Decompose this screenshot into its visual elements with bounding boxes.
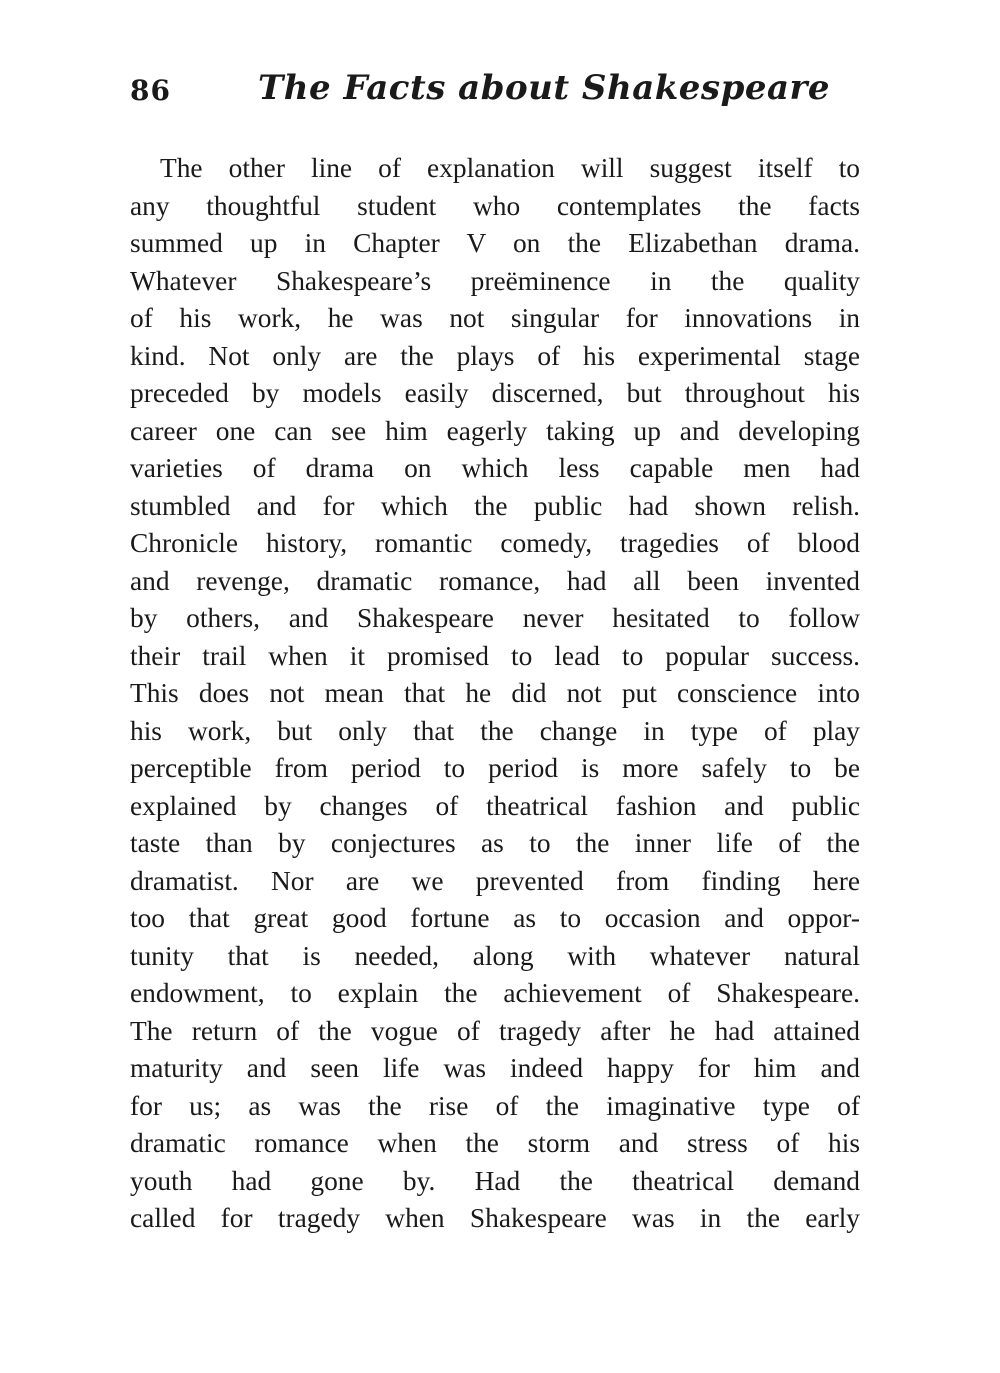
text-line: any thoughtful student who contemplates the facts: [130, 190, 860, 221]
text-line: taste than by conjectures as to the inner life of the: [130, 828, 860, 858]
text-line: dramatic romance when the storm and stress of his: [130, 1128, 860, 1158]
body-paragraph: [130, 150, 860, 1238]
text-line: stumbled and for which the public had shown relish.: [130, 490, 860, 521]
text-line: maturity and seen life was indeed happy for him and: [130, 1053, 860, 1083]
text-line: perceptible from period to period is more safely to be: [130, 753, 860, 783]
text-line: Chronicle history, romantic comedy, tragedies of blood: [130, 528, 860, 558]
text-line: too that great good fortune as to occasion and oppor-: [130, 903, 860, 933]
page-number: 86: [130, 74, 171, 107]
text-line: This does not mean that he did not put conscience into: [130, 678, 860, 708]
text-line: endowment, to explain the achievement of Shakespeare.: [130, 978, 860, 1008]
text-line: varieties of drama on which less capable men had: [130, 453, 860, 483]
text-line: and revenge, dramatic romance, had all been invented: [130, 565, 860, 596]
text-line: called for tragedy when Shakespeare was in the early: [130, 1203, 860, 1233]
text-line: his work, but only that the change in type of play: [130, 715, 860, 746]
text-line: career one can see him eagerly taking up and developing: [130, 415, 860, 446]
text-line: explained by changes of theatrical fashion and public: [130, 790, 860, 821]
running-header: [130, 68, 860, 118]
text-line: The return of the vogue of tragedy after he had attained: [130, 1015, 860, 1046]
text-line: The other line of explanation will suggest itself to: [160, 153, 860, 183]
text-line: kind. Not only are the plays of his experimental stage: [130, 340, 860, 371]
text-line: summed up in Chapter V on the Elizabethan drama.: [130, 228, 860, 258]
text-line: of his work, he was not singular for innovations in: [130, 303, 860, 333]
text-line: dramatist. Nor are we prevented from finding here: [130, 865, 860, 896]
text-line: by others, and Shakespeare never hesitated to follow: [130, 603, 860, 633]
text-line: for us; as was the rise of the imaginative type of: [130, 1090, 860, 1121]
text-line: their trail when it promised to lead to popular success.: [130, 640, 860, 671]
running-title: The Facts about Shakespeare: [258, 68, 831, 108]
text-line: preceded by models easily discerned, but throughout his: [130, 378, 860, 408]
text-line: Whatever Shakespeare’s preëminence in the quality: [130, 265, 860, 296]
text-line: youth had gone by. Had the theatrical demand: [130, 1165, 860, 1196]
text-line: tunity that is needed, along with whatever natural: [130, 940, 860, 971]
